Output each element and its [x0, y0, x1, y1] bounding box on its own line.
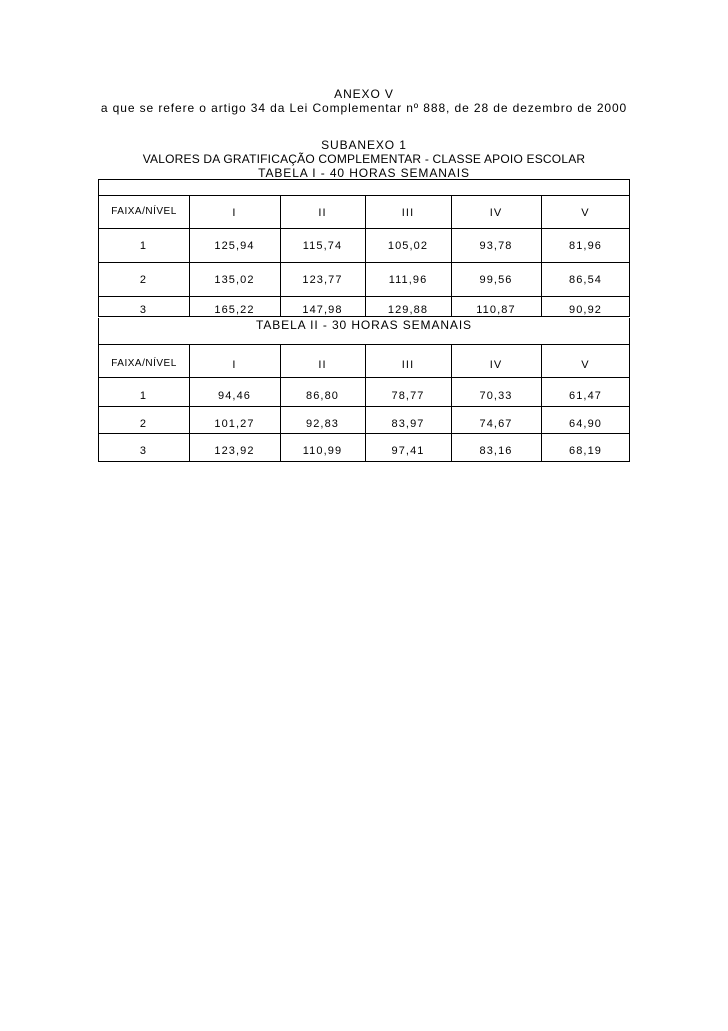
table-2-row-rule: [98, 377, 630, 378]
table-1-cell: 2: [139, 274, 148, 286]
table-2-column-header: III: [401, 359, 415, 371]
table-2-column-header: II: [318, 359, 327, 371]
table-2-cell: 74,67: [479, 418, 513, 430]
table-1-cell: 3: [139, 304, 148, 316]
table-1-cell: 110,87: [476, 304, 516, 316]
table-1-column-header: IV: [489, 207, 503, 219]
table-2-column-header: IV: [489, 359, 503, 371]
table-2-column-header: I: [232, 359, 237, 371]
table-2-cell: 2: [139, 418, 148, 430]
table-1-cell: 86,54: [568, 274, 603, 286]
table-1-column-header: II: [318, 207, 327, 219]
legal-reference: a que se refere o artigo 34 da Lei Complementar nº 888, de 28 de dezembro de 2000: [100, 101, 628, 115]
table-1-cell: 165,22: [214, 304, 255, 316]
table-2-cell: 86,80: [305, 390, 340, 402]
table-1-cell: 129,88: [387, 304, 429, 316]
table-1-row-rule: [98, 296, 630, 297]
table-2-label: TABELA II - 30 HORAS SEMANAIS: [256, 318, 472, 332]
table-1-header-top-rule: [98, 195, 630, 196]
table-1-cell: 135,02: [214, 274, 255, 286]
table-1-column-header: III: [401, 207, 415, 219]
table-2-row-rule: [98, 433, 630, 434]
table-1-cell: 1: [139, 240, 148, 252]
table-2-cell: 83,16: [479, 445, 513, 457]
table-1-cell: 125,94: [214, 240, 255, 252]
table-1-row-rule: [98, 262, 630, 263]
table-1-cell: 115,74: [302, 240, 343, 252]
annex-title: ANEXO V: [334, 87, 394, 101]
table-2-cell: 101,27: [214, 418, 255, 430]
table-1-cell: 147,98: [302, 304, 343, 316]
table-2-cell: 78,77: [391, 390, 425, 402]
table-2-cell: 61,47: [568, 390, 603, 402]
table-2-cell: 3: [139, 445, 148, 457]
table-1-label: TABELA I - 40 HORAS SEMANAIS: [258, 166, 470, 180]
table-2-cell: 64,90: [568, 418, 603, 430]
table-1-column-header: V: [581, 207, 590, 219]
subannex-title: SUBANEXO 1: [321, 138, 407, 152]
table-2-cell: 83,97: [391, 418, 425, 430]
table-1-column-header: FAIXA/NÍVEL: [111, 206, 177, 217]
table-1-cell: 123,77: [302, 274, 343, 286]
table-1-cell: 93,78: [479, 240, 513, 252]
table-2-row-rule: [98, 406, 630, 407]
table-1-row-rule: [98, 228, 630, 229]
table-2-header-top-rule: [98, 344, 630, 345]
table-1-cell: 99,56: [479, 274, 513, 286]
table-1-column-header: I: [232, 207, 237, 219]
table-1-cell: 90,92: [568, 304, 603, 316]
table-2-column-header: V: [581, 359, 590, 371]
table-2-cell: 92,83: [305, 418, 340, 430]
document-title: VALORES DA GRATIFICAÇÃO COMPLEMENTAR - CLASSE APOIO ESCOLAR: [142, 152, 586, 166]
table-2-cell: 123,92: [214, 445, 255, 457]
table-2-cell: 97,41: [391, 445, 425, 457]
table-2-column-header: FAIXA/NÍVEL: [111, 358, 177, 369]
table-1-cell: 111,96: [388, 274, 428, 286]
table-2-cell: 110,99: [302, 445, 343, 457]
table-1-cell: 81,96: [568, 240, 603, 252]
table-2-cell: 70,33: [479, 390, 513, 402]
table-1-cell: 105,02: [387, 240, 429, 252]
table-2-cell: 68,19: [568, 445, 603, 457]
table-2-cell: 94,46: [217, 390, 252, 402]
table-2-cell: 1: [139, 390, 148, 402]
